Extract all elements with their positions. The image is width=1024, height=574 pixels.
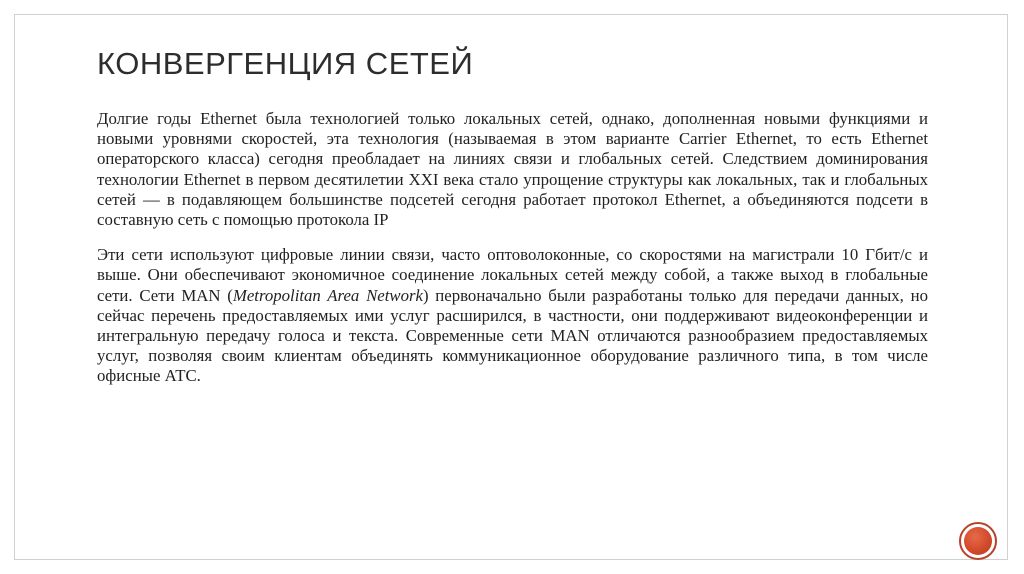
slide-title: КОНВЕРГЕНЦИЯ СЕТЕЙ	[97, 46, 474, 81]
slide-nav-button[interactable]	[959, 522, 997, 560]
paragraph-man-before: Эти сети используют цифровые линии связи, часто оптоволоконные, со скоростями на магистрали 10 Гбит/с и выше. Они обеспечивают экономичное соединение локальных сетей между собой, а также выход в глобальные сети. Сети MAN (	[97, 245, 928, 305]
paragraph-ethernet: Долгие годы Ethernet была технологией только локальных сетей, однако, дополненная новыми функциями и новыми уровнями скоростей, эта технология (называемая в этом варианте Carrier Ethernet, то есть Ethernet операторского класса) сегодня преобладает на линиях связи и глобальных сетей. Следствием доминирования технологии Ethernet в первом десятилетии XXI века стало упрощение структуры как локальных, так и глобальных сетей — в подавляющем большинстве подсетей сегодня работает протокол Ethernet, а объединяются подсети в составную сеть с помощью протокола IP	[97, 109, 928, 230]
circle-nav-icon	[964, 527, 992, 555]
paragraph-man-italic: Metropolitan Area Network	[232, 285, 423, 305]
slide-body	[97, 109, 928, 402]
paragraph-man-after: ) первоначально были разработаны только для передачи данных, но сейчас перечень предоставляемых ими услуг расширился, в частности, они поддерживают видеоконференции и интегральную передачу голоса и текста. Современные сети MAN отличаются разнообразием предоставляемых услуг, позволяя своим клиентам объединять коммуникационное оборудование различного типа, в том числе офисные АТС.	[97, 285, 928, 386]
paragraph-man	[97, 245, 928, 386]
